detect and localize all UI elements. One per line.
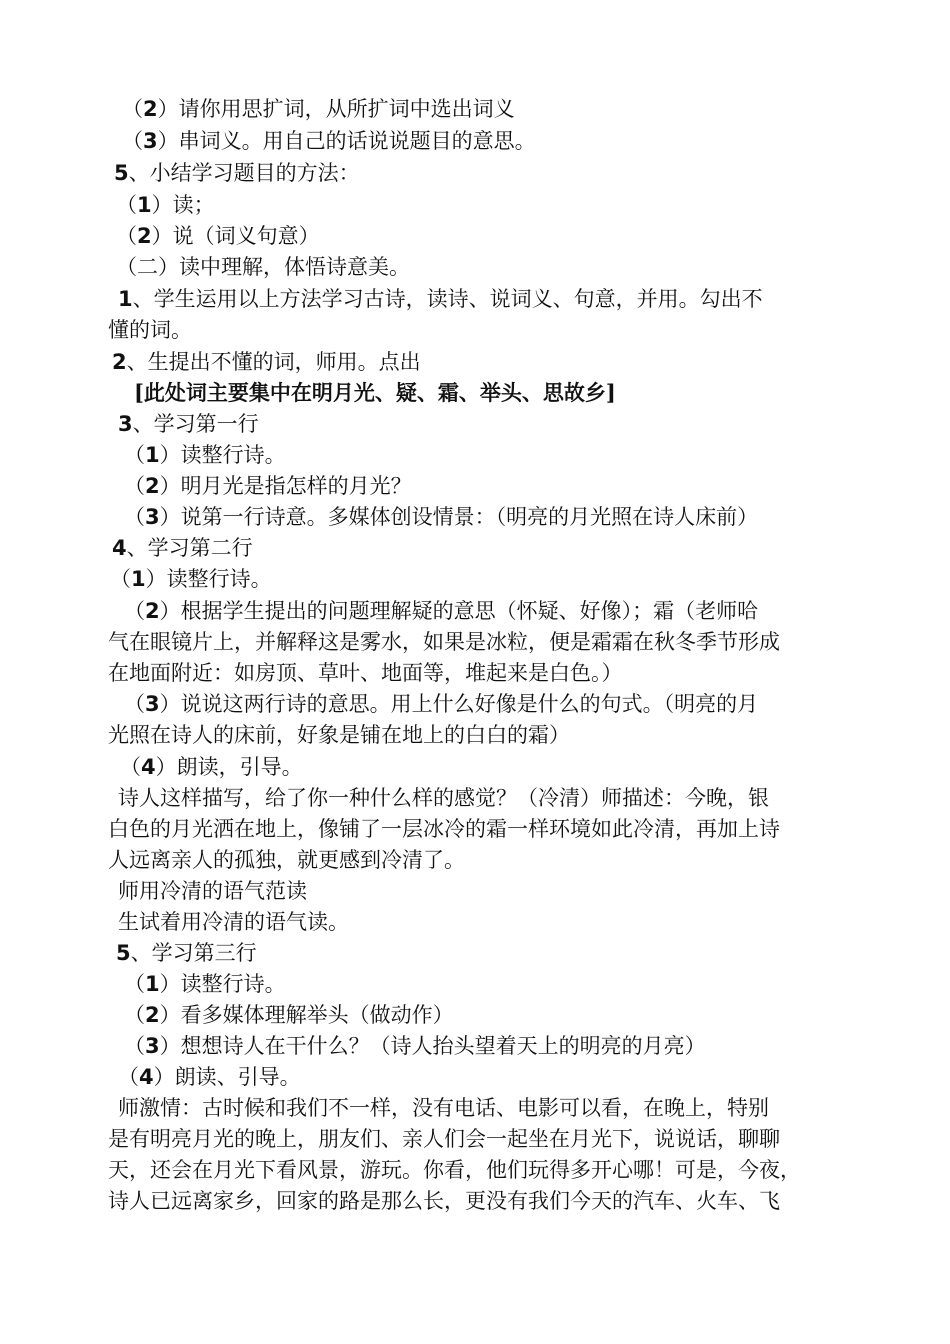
text-line: （二）读中理解，体悟诗意美。 bbox=[116, 255, 410, 279]
text-line: （2）看多媒体理解举头（做动作） bbox=[124, 1003, 454, 1027]
text-line: 天，还会在月光下看风景，游玩。你看，他们玩得多开心哪！可是，今夜， bbox=[108, 1158, 801, 1182]
text-line: （2）请你用思扩词，从所扩词中选出词义 bbox=[122, 97, 515, 121]
text-line: （1）读整行诗。 bbox=[124, 972, 286, 996]
text-line: 3、学习第一行 bbox=[118, 412, 259, 436]
text-line: （4）朗读，引导。 bbox=[120, 755, 303, 779]
text-line: 生试着用冷清的语气读。 bbox=[118, 910, 349, 934]
text-line: （1）读； bbox=[116, 193, 215, 217]
text-line: 4、学习第二行 bbox=[112, 536, 253, 560]
text-line: 光照在诗人的床前，好象是铺在地上的白白的霜） bbox=[108, 723, 570, 747]
text-line: 5、学习第三行 bbox=[116, 941, 257, 965]
text-line: （1）读整行诗。 bbox=[124, 443, 286, 467]
text-line: （3）说第一行诗意。多媒体创设情景：（明亮的月光照在诗人床前） bbox=[124, 505, 759, 529]
text-line: （3）想想诗人在干什么？（诗人抬头望着天上的明亮的月亮） bbox=[124, 1034, 706, 1058]
text-line: （4）朗读、引导。 bbox=[118, 1065, 301, 1089]
text-line: （3）说说这两行诗的意思。用上什么好像是什么的句式。（明亮的月 bbox=[124, 692, 759, 716]
text-line: [此处词主要集中在明月光、疑、霜、举头、思故乡] bbox=[134, 380, 616, 405]
text-line: 是有明亮月光的晚上，朋友们、亲人们会一起坐在月光下，说说话，聊聊 bbox=[108, 1127, 780, 1151]
text-line: 2、生提出不懂的词，师用。点出 bbox=[112, 350, 421, 374]
text-line: 诗人这样描写，给了你一种什么样的感觉？（冷清）师描述：今晚，银 bbox=[118, 786, 769, 810]
text-line: 诗人已远离家乡，回家的路是那么长，更没有我们今天的汽车、火车、飞 bbox=[108, 1189, 780, 1213]
text-line: （2）明月光是指怎样的月光？ bbox=[124, 474, 412, 498]
text-line: 5、小结学习题目的方法： bbox=[114, 161, 360, 185]
text-line: 人远离亲人的孤独，就更感到冷清了。 bbox=[108, 848, 465, 872]
text-line: （2）说（词义句意） bbox=[116, 224, 320, 248]
text-line: 师激情：古时候和我们不一样，没有电话、电影可以看，在晚上，特别 bbox=[118, 1096, 769, 1120]
text-line: （3）串词义。用自己的话说说题目的意思。 bbox=[122, 129, 536, 153]
text-line: （1）读整行诗。 bbox=[110, 567, 272, 591]
text-line: 师用冷清的语气范读 bbox=[118, 879, 307, 903]
text-line: 懂的词。 bbox=[108, 318, 192, 342]
text-line: 白色的月光洒在地上，像铺了一层冰冷的霜一样环境如此冷清，再加上诗 bbox=[108, 817, 780, 841]
text-line: 在地面附近：如房顶、草叶、地面等，堆起来是白色。） bbox=[108, 661, 623, 685]
text-line: （2）根据学生提出的问题理解疑的意思（怀疑、好像）；霜（老师哈 bbox=[124, 599, 759, 623]
text-line: 1、学生运用以上方法学习古诗，读诗、说词义、句意，并用。勾出不 bbox=[118, 287, 763, 311]
text-line: 气在眼镜片上，并解释这是雾水，如果是冰粒，便是霜霜在秋冬季节形成 bbox=[108, 630, 780, 654]
